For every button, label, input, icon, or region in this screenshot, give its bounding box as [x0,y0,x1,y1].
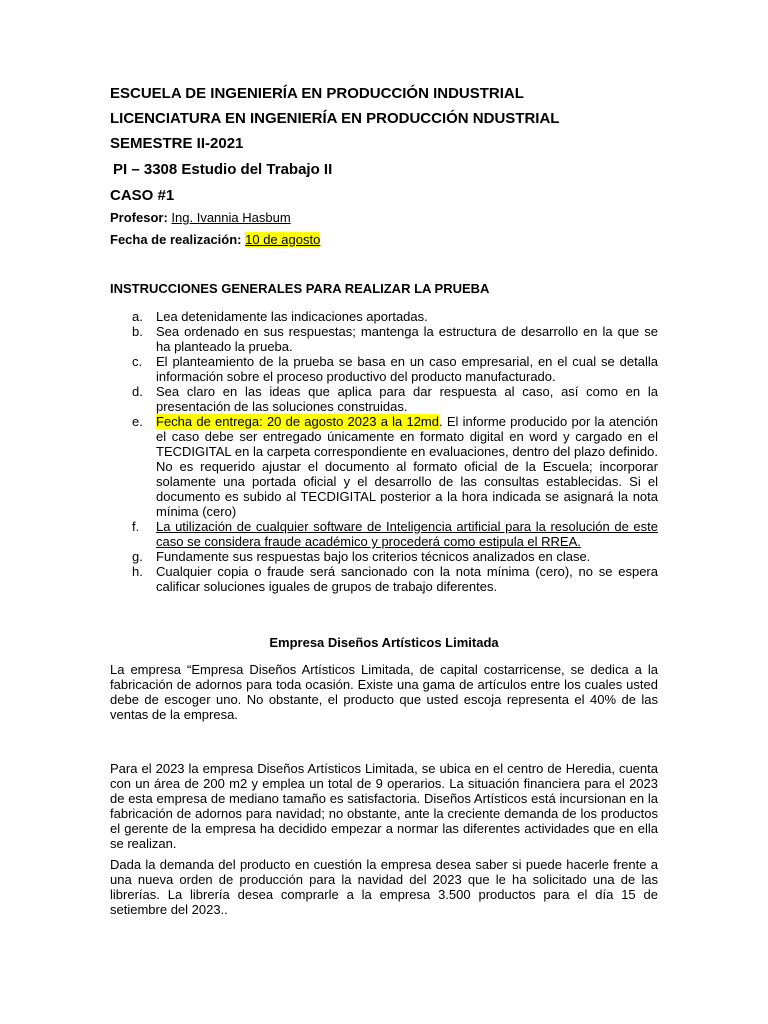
list-item [110,519,658,549]
instructions-list [110,309,658,594]
list-item-text: Fundamente sus respuestas bajo los criterios técnicos analizados en clase. [156,549,591,564]
list-item [110,309,658,324]
list-item-text: Cualquier copia o fraude será sancionado con la nota mínima (cero), no se espera calificar soluciones iguales de grupos de trabajo diferentes. [156,564,658,594]
list-item [110,384,658,414]
date-value: 10 de agosto [245,232,321,247]
list-item [110,354,658,384]
list-item-letter: g. [132,549,143,564]
list-item-text: La utilización de cualquier software de Inteligencia artificial para la resolución de este caso se considera fraude académico y procederá como estipula el RREA. [156,519,658,549]
case-paragraph-3: Dada la demanda del producto en cuestión la empresa desea saber si puede hacerle frente a una nueva orden de producción para la navidad del 2023 que le ha solicitado una de las librerías. La librería desea comprarle a la empresa 3.500 productos para el día 15 de setiembre del 2023.. [110,857,658,917]
list-item-letter: c. [132,354,143,369]
instructions-title: INSTRUCCIONES GENERALES PARA REALIZAR LA PRUEBA [110,281,490,296]
list-item [110,549,658,564]
list-item [110,324,658,354]
list-item [110,414,658,519]
list-item-letter: a. [132,309,143,324]
list-item-text: Sea ordenado en sus respuestas; mantenga la estructura de desarrollo en la que se ha planteado la prueba. [156,324,658,354]
course-heading: PI – 3308 Estudio del Trabajo II [113,161,333,178]
professor-label: Profesor: [110,210,168,225]
semester-heading: SEMESTRE II-2021 [110,135,244,152]
list-item-text: Lea detenidamente las indicaciones aportadas. [156,309,428,324]
due-date-details: . El informe producido por la atención el caso debe ser entregado únicamente en formato digital en word y cargado en el TECDIGITAL en la carpeta correspondiente en evaluaciones, dentro del plazo definido. No es requerido ajustar el documento al formato oficial de la Escuela; incorporar solamente una portada oficial y el desarrollo de las consultas establecidas. Si el documento es subido al TECDIGITAL posterior a la hora indicada se asignará la nota mínima (cero) [156,414,658,519]
case-heading: CASO #1 [110,187,175,204]
case-study-title: Empresa Diseños Artísticos Limitada [269,635,499,650]
date-label: Fecha de realización: [110,232,242,247]
case-paragraph-2: Para el 2023 la empresa Diseños Artísticos Limitada, se ubica en el centro de Heredia, cuenta con un área de 200 m2 y emplea un total de 9 operarios. La situación financiera para el 2023 de esta empresa de mediano tamaño es satisfactoria. Diseños Artísticos está incursionan en la fabricación de adornos para navidad; no obstante, ante la creciente demanda de los productos el gerente de la empresa ha decidido empezar a normar las diferentes actividades que en ella se realizan. [110,761,658,851]
list-item-text: El planteamiento de la prueba se basa en un caso empresarial, en el cual se detalla información sobre el proceso productivo del producto manufacturado. [156,354,658,384]
list-item-letter: h. [132,564,143,579]
list-item-letter: d. [132,384,143,399]
list-item-text: Sea claro en las ideas que aplica para dar respuesta al caso, así como en la presentación de las soluciones construidas. [156,384,658,414]
list-item-letter: f. [132,519,140,534]
professor-line [110,210,291,225]
list-item-text [156,414,658,519]
degree-heading: LICENCIATURA EN INGENIERÍA EN PRODUCCIÓN NDUSTRIAL [110,110,560,127]
list-item-letter: b. [132,324,143,339]
school-heading: ESCUELA DE INGENIERÍA EN PRODUCCIÓN INDUSTRIAL [110,85,524,102]
professor-name: Ing. Ivannia Hasbum [171,210,291,225]
list-item [110,564,658,594]
date-line [110,232,320,247]
due-date-highlight: Fecha de entrega: 20 de agosto 2023 a la 12md [156,414,439,429]
case-paragraph-1: La empresa “Empresa Diseños Artísticos Limitada, de capital costarricense, se dedica a la fabricación de adornos para toda ocasión. Existe una gama de artículos entre los cuales usted debe de escoger uno. No obstante, el producto que usted escoja representa el 40% de las ventas de la empresa. [110,662,658,722]
list-item-letter: e. [132,414,143,429]
